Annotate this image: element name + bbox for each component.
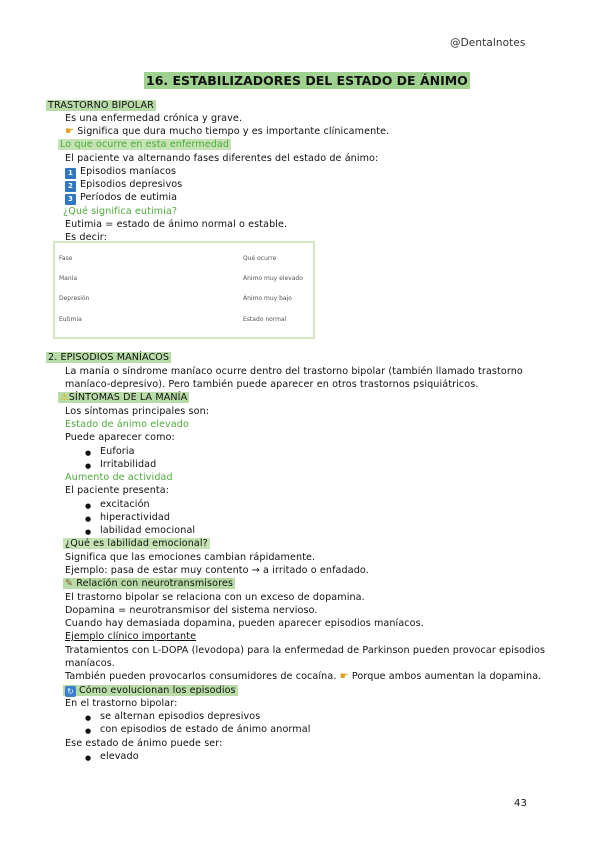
cycle-icon: ↻	[65, 686, 76, 697]
text-line: También pueden provocarlos consumidores de cocaína. ☛ Porque ambos aumentan la dopamina.	[65, 671, 542, 682]
numbered-item: 2 Episodios depresivos	[65, 179, 182, 192]
section-heading-bipolar: TRASTORNO BIPOLAR	[48, 100, 154, 111]
text-line: Puede aparecer como:	[65, 432, 175, 443]
text-line: Es decir:	[65, 232, 107, 243]
number-3-icon: 3	[65, 194, 76, 205]
table-cell: Manía	[59, 275, 77, 282]
text-line: En el trastorno bipolar:	[65, 698, 178, 709]
list-item: ● hiperactividad	[100, 512, 170, 524]
number-1-icon: 1	[65, 168, 76, 179]
text-line: ☛ Significa que dura mucho tiempo y es importante clínicamente.	[65, 126, 390, 137]
pointing-hand-icon: ☛	[65, 126, 75, 137]
section-heading-manic: 2. EPISODIOS MANÍACOS	[48, 352, 170, 363]
text-line: maníacos.	[65, 658, 115, 669]
subheading: Lo que ocurre en esta enfermedad	[60, 139, 230, 150]
numbered-item: 1 Episodios maníacos	[65, 166, 176, 179]
text-line: Significa que las emociones cambian rápidamente.	[65, 552, 316, 563]
page-number: 43	[514, 798, 527, 809]
text-line: La manía o síndrome maníaco ocurre dentro del trastorno bipolar (también llamado trastorno	[65, 366, 523, 377]
pill-icon: ✎	[65, 578, 74, 589]
text-line: Cuando hay demasiada dopamina, pueden aparecer episodios maníacos.	[65, 618, 424, 629]
table-cell: Depresión	[59, 295, 90, 302]
list-item: ● Irritabilidad	[100, 459, 156, 471]
subheading: Estado de ánimo elevado	[65, 419, 189, 430]
warning-icon: ⚠	[60, 392, 69, 403]
list-item: ● labilidad emocional	[100, 525, 195, 537]
symptoms-heading: ⚠SÍNTOMAS DE LA MANÍA	[60, 392, 188, 403]
table-cell: Ánimo muy bajo	[243, 295, 292, 302]
list-item: ● Euforia	[100, 446, 135, 458]
question-heading: ¿Qué significa eutimia?	[63, 206, 178, 217]
text-line: Los síntomas principales son:	[65, 406, 210, 417]
table-cell: Qué ocurre	[243, 255, 277, 262]
text-line: Eutimia = estado de ánimo normal o estable.	[65, 219, 288, 230]
list-item: ● se alternan episodios depresivos	[100, 711, 260, 723]
text-line: El paciente presenta:	[65, 485, 170, 496]
text-line: Ejemplo: pasa de estar muy contento → a irritado o enfadado.	[65, 565, 369, 576]
example-heading: Ejemplo clínico importante	[65, 631, 197, 642]
phase-table	[53, 241, 315, 339]
table-cell: Eutimia	[59, 316, 82, 323]
header-handle: @Dentalnotes	[450, 37, 526, 49]
pointing-hand-icon: ☛	[339, 671, 349, 682]
text-line: maníaco-depresivo). Pero también puede aparecer en otros trastornos psiquiátricos.	[65, 379, 479, 390]
text-line: El paciente va alternando fases diferentes del estado de ánimo:	[65, 153, 379, 164]
text-line: Ese estado de ánimo puede ser:	[65, 738, 223, 749]
numbered-item: 3 Períodos de eutimia	[65, 192, 177, 205]
table-cell: Fase	[59, 255, 73, 262]
table-cell: Estado normal	[243, 316, 287, 323]
number-2-icon: 2	[65, 181, 76, 192]
text-line: El trastorno bipolar se relaciona con un exceso de dopamina.	[65, 592, 365, 603]
neuro-heading: ✎ Relación con neurotransmisores	[65, 578, 234, 589]
text-line: Es una enfermedad crónica y grave.	[65, 113, 243, 124]
list-item: ● excitación	[100, 499, 150, 511]
text-line: Dopamina = neurotransmisor del sistema nervioso.	[65, 605, 318, 616]
text-line: Tratamientos con L-DOPA (levodopa) para la enfermedad de Parkinson pueden provocar episodios	[65, 645, 546, 656]
table-cell: Ánimo muy elevado	[243, 275, 303, 282]
subheading: Aumento de actividad	[65, 472, 173, 483]
question-heading: ¿Qué es labilidad emocional?	[65, 538, 208, 549]
list-item: ● elevado	[100, 751, 139, 763]
page-title: 16. ESTABILIZADORES DEL ESTADO DE ÁNIMO	[146, 73, 468, 88]
evolution-heading: ↻ Cómo evolucionan los episodios	[63, 685, 238, 697]
list-item: ● con episodios de estado de ánimo anormal	[100, 724, 311, 736]
